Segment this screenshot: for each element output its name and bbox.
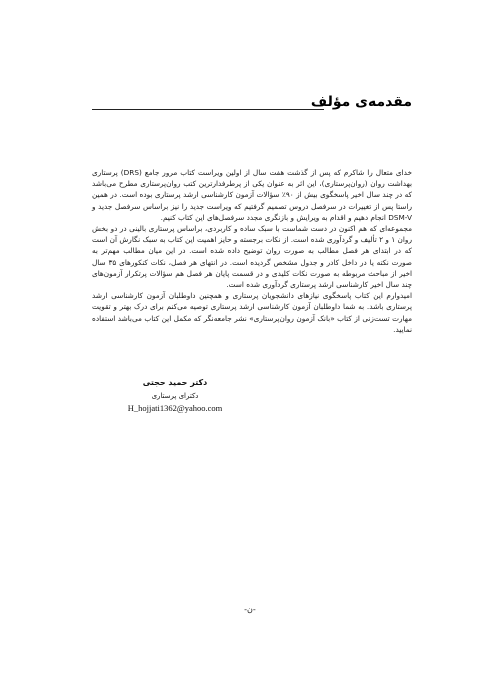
heading-underline: [92, 109, 324, 110]
author-signature: [100, 376, 250, 415]
paragraph-3: امیدوارم این کتاب پاسخگوی نیازهای دانشجویان پرستاری و همچنین داوطلبان آزمون کارشناسی ارشد پرستاری باشد. به شما داوطلبان آزمون کارشناسی ارشد پرستاری توصیه می‌کنم برای درک بهتر و تقویت مهارت تست‌زنی از کتاب «بانک آزمون روان‌پرستاری» نشر جامعه‌نگر که مکمل این کتاب می‌باشد استفاده نمایید.: [92, 291, 412, 334]
page-number: -ن-: [244, 605, 256, 614]
paragraph-1: خدای متعال را شاکرم که پس از گذشت هفت سال از اولین ویراست کتاب مرور جامع (DRS) پرستاری بهداشت روان (روان‌پرستاری)، این اثر به عنوان یکی از پرطرفدارترین کتب روان‌پرستاری مطرح می‌باشد که در چند سال اخیر پاسخگوی بیش از ۹۰٪ سؤالات آزمون کارشناسی ارشد پرستاری بوده است. در همین راستا پس از تغییرات در سرفصل دروس تصمیم گرفتیم که ویراست جدید را نیز براساس سرفصل جدید و DSM-V انجام دهیم و اقدام به ویرایش و بازنگری مجدد سرفصل‌های این کتاب کنیم.: [92, 168, 413, 222]
page-title: مقدمه‌ی مؤلف: [310, 94, 412, 110]
author-email: H_hojjati1362@yahoo.com: [127, 403, 223, 413]
author-name: دکتر حمید حجتی: [142, 378, 208, 387]
author-title: دکترای پرستاری: [151, 392, 199, 400]
paragraph-2: مجموعه‌ای که هم اکنون در دست شماست با سبک ساده و کاربردی، براساس پرستاری بالینی در دو بخش روان ۱ و ۲ تألیف و گردآوری شده است. از نکات برجسته و حایز اهمیت این کتاب به سبک نگارش آن است که در ابتدای هر فصل مطالب به صورت روان توضیح داده شده است. در این میان مطالب مهم‌تر به صورت نکته یا در داخل کادر و جدول مشخص گردیده است. در انتهای هر فصل، نکات کنکورهای ۳۵ سال اخیر از مباحث مربوطه به صورت نکات کلیدی و در قسمت پایان هر فصل هم سؤالات پرتکرار آزمون‌های چند سال اخیر کارشناسی ارشد پرستاری گردآوری شده است.: [92, 224, 412, 290]
heading-row: [92, 92, 412, 114]
preface-body: [92, 167, 412, 335]
